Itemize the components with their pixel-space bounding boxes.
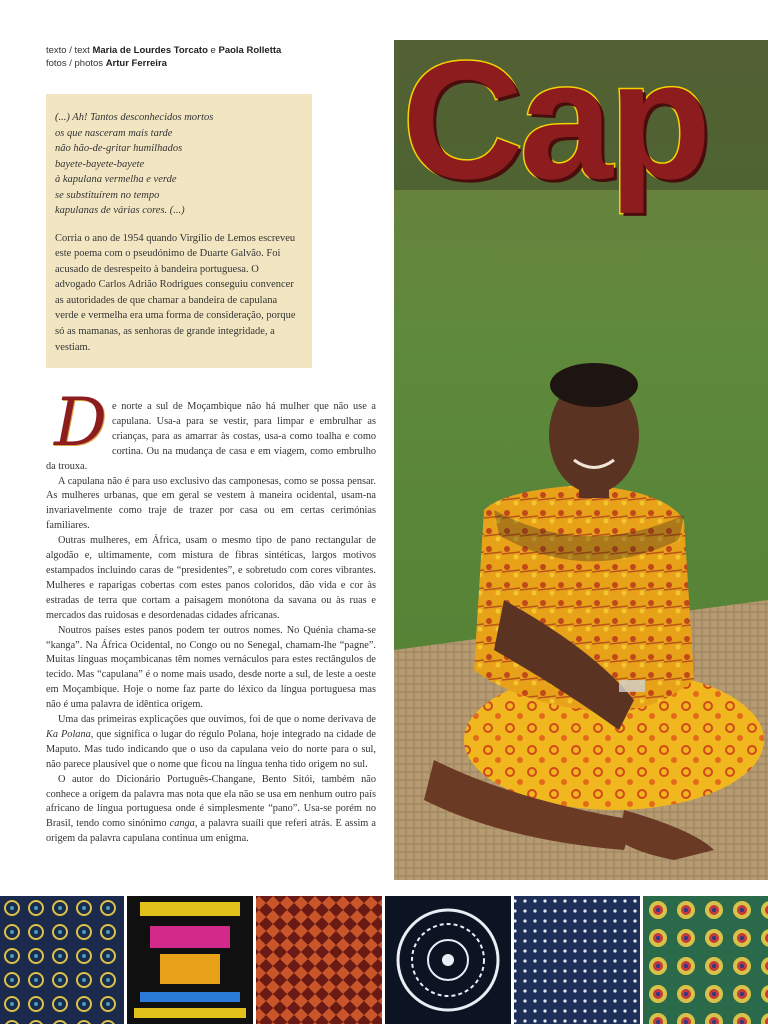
- text-credit: texto / text Maria de Lourdes Torcato e Paola Rolletta: [46, 45, 282, 56]
- fabric-swatch-2: [127, 896, 253, 1024]
- poem-line: kapulanas de várias cores. (...): [55, 205, 185, 216]
- credits: [46, 44, 281, 70]
- fabric-swatch-5: [514, 896, 640, 1024]
- poem-line: os que nasceram mais tarde: [55, 127, 173, 139]
- paragraph: Uma das primeiras explicações que ouvimos, foi de que o nome derivava de Ka Polana, que significa o lugar do régulo Polana, hoje integrado na cidade de Maputo. Mas tudo indicando que o uso da capulana veio do norte para o sul, não parece plausível que o nome que ficou na língua tenha tido origem no sul.: [46, 714, 376, 770]
- poem: [55, 110, 302, 219]
- poem-line: (...) Ah! Tantos desconhecidos mortos: [55, 112, 214, 123]
- photographer: Artur Ferreira: [105, 58, 167, 69]
- poem-line: se substituírem no tempo: [55, 189, 160, 201]
- paragraph: A capulana não é para uso exclusivo das camponesas, como se possa pensar. As mulheres urbanas, que em geral se vestem à maneira ocidental, usam-na invariavelmente como traje de trazer por casa ou em certas cerimónias familiares.: [46, 475, 376, 532]
- poem-line: à kapulana vermelha e verde: [55, 174, 177, 185]
- paragraph: e norte a sul de Moçambique não há mulher que não use a capulana. Usa-a para se vestir, para limpar e embrulhar as crianças, para as amarrar às costas, usa-a como toalha e como cortina. Ou na mudança de casa e em viagem, como embrulho da trouxa.: [46, 401, 376, 472]
- author-a: Maria de Lourdes Torcato: [92, 45, 208, 56]
- fabric-swatch-4: [385, 896, 511, 1024]
- poem-line: não hão-de-gritar humilhados: [55, 143, 183, 154]
- paragraph: Outras mulheres, em África, usam o mesmo tipo de pano rectangular de algodão e, ultimamente, com mistura de fibras sintéticas, largos motivos estampados incluindo caras de “presidentes”, e sobretudo com cores vibrantes. Mulheres e raparigas cobertas com estes panos coloridos, dão vida e cor às estradas de terra que cortam a paisagem monótona da savana ou às ruas e mercados das ruidosas e desordenadas cidades africanas.: [46, 535, 376, 621]
- poem-line: bayete-bayete-bayete: [55, 158, 145, 170]
- author-b: Paola Rolletta: [218, 45, 282, 56]
- article-body: [46, 384, 376, 847]
- drop-cap: D: [54, 384, 107, 461]
- poem-box: [46, 94, 312, 368]
- photo-credit: fotos / photos Artur Ferreira: [46, 58, 167, 69]
- fabric-swatch-6: [643, 896, 768, 1024]
- fabric-swatch-1: [0, 896, 124, 1024]
- fabric-swatch-3: [256, 896, 382, 1024]
- poem-intro: Corria o ano de 1954 quando Virgílio de Lemos escreveu este poema com o pseudónimo de Duarte Galvão. Foi acusado de desrespeito à bandeira portuguesa. O advogado Carlos Adrião Rodrigues conseguiu convencer as autoridades de que chamar a bandeira de capulana verde e vermelha era uma forma de consideração, porque só as mamanas, as senhoras de grande integridade, a vestiam.: [55, 232, 296, 353]
- fabric-swatches-strip: [0, 896, 768, 1024]
- fabric-swatches: [0, 896, 768, 1024]
- paragraph: Noutros países estes panos podem ter outros nomes. No Quénia chama-se “kanga”. Na África Ocidental, no Congo ou no Senegal, chamam-lhe “pagne”. Muitas línguas moçambicanas têm nomes vernáculos para estes rectângulos de tecido. Mas “capulana” é o nome mais usado, desde norte a sul, de leste a oeste em Moçambique. Hoje o nome faz parte do léxico da língua portuguesa mas não é uma palavra de idêntica origem.: [46, 624, 376, 711]
- title-cap: Cap: [402, 26, 708, 214]
- paragraph: O autor do Dicionário Português-Changane, Bento Sitói, também não conhece a origem da palavra mas nota que ela não se usa em nenhum outro país africano de língua portuguesa onde é simplesmente “pano”. Usa-se porém no Brasil, tendo como sinónimo canga, a palavra suaíli que referi atrás. E assim a origem da palavra capulana continua um enigma.: [46, 773, 376, 845]
